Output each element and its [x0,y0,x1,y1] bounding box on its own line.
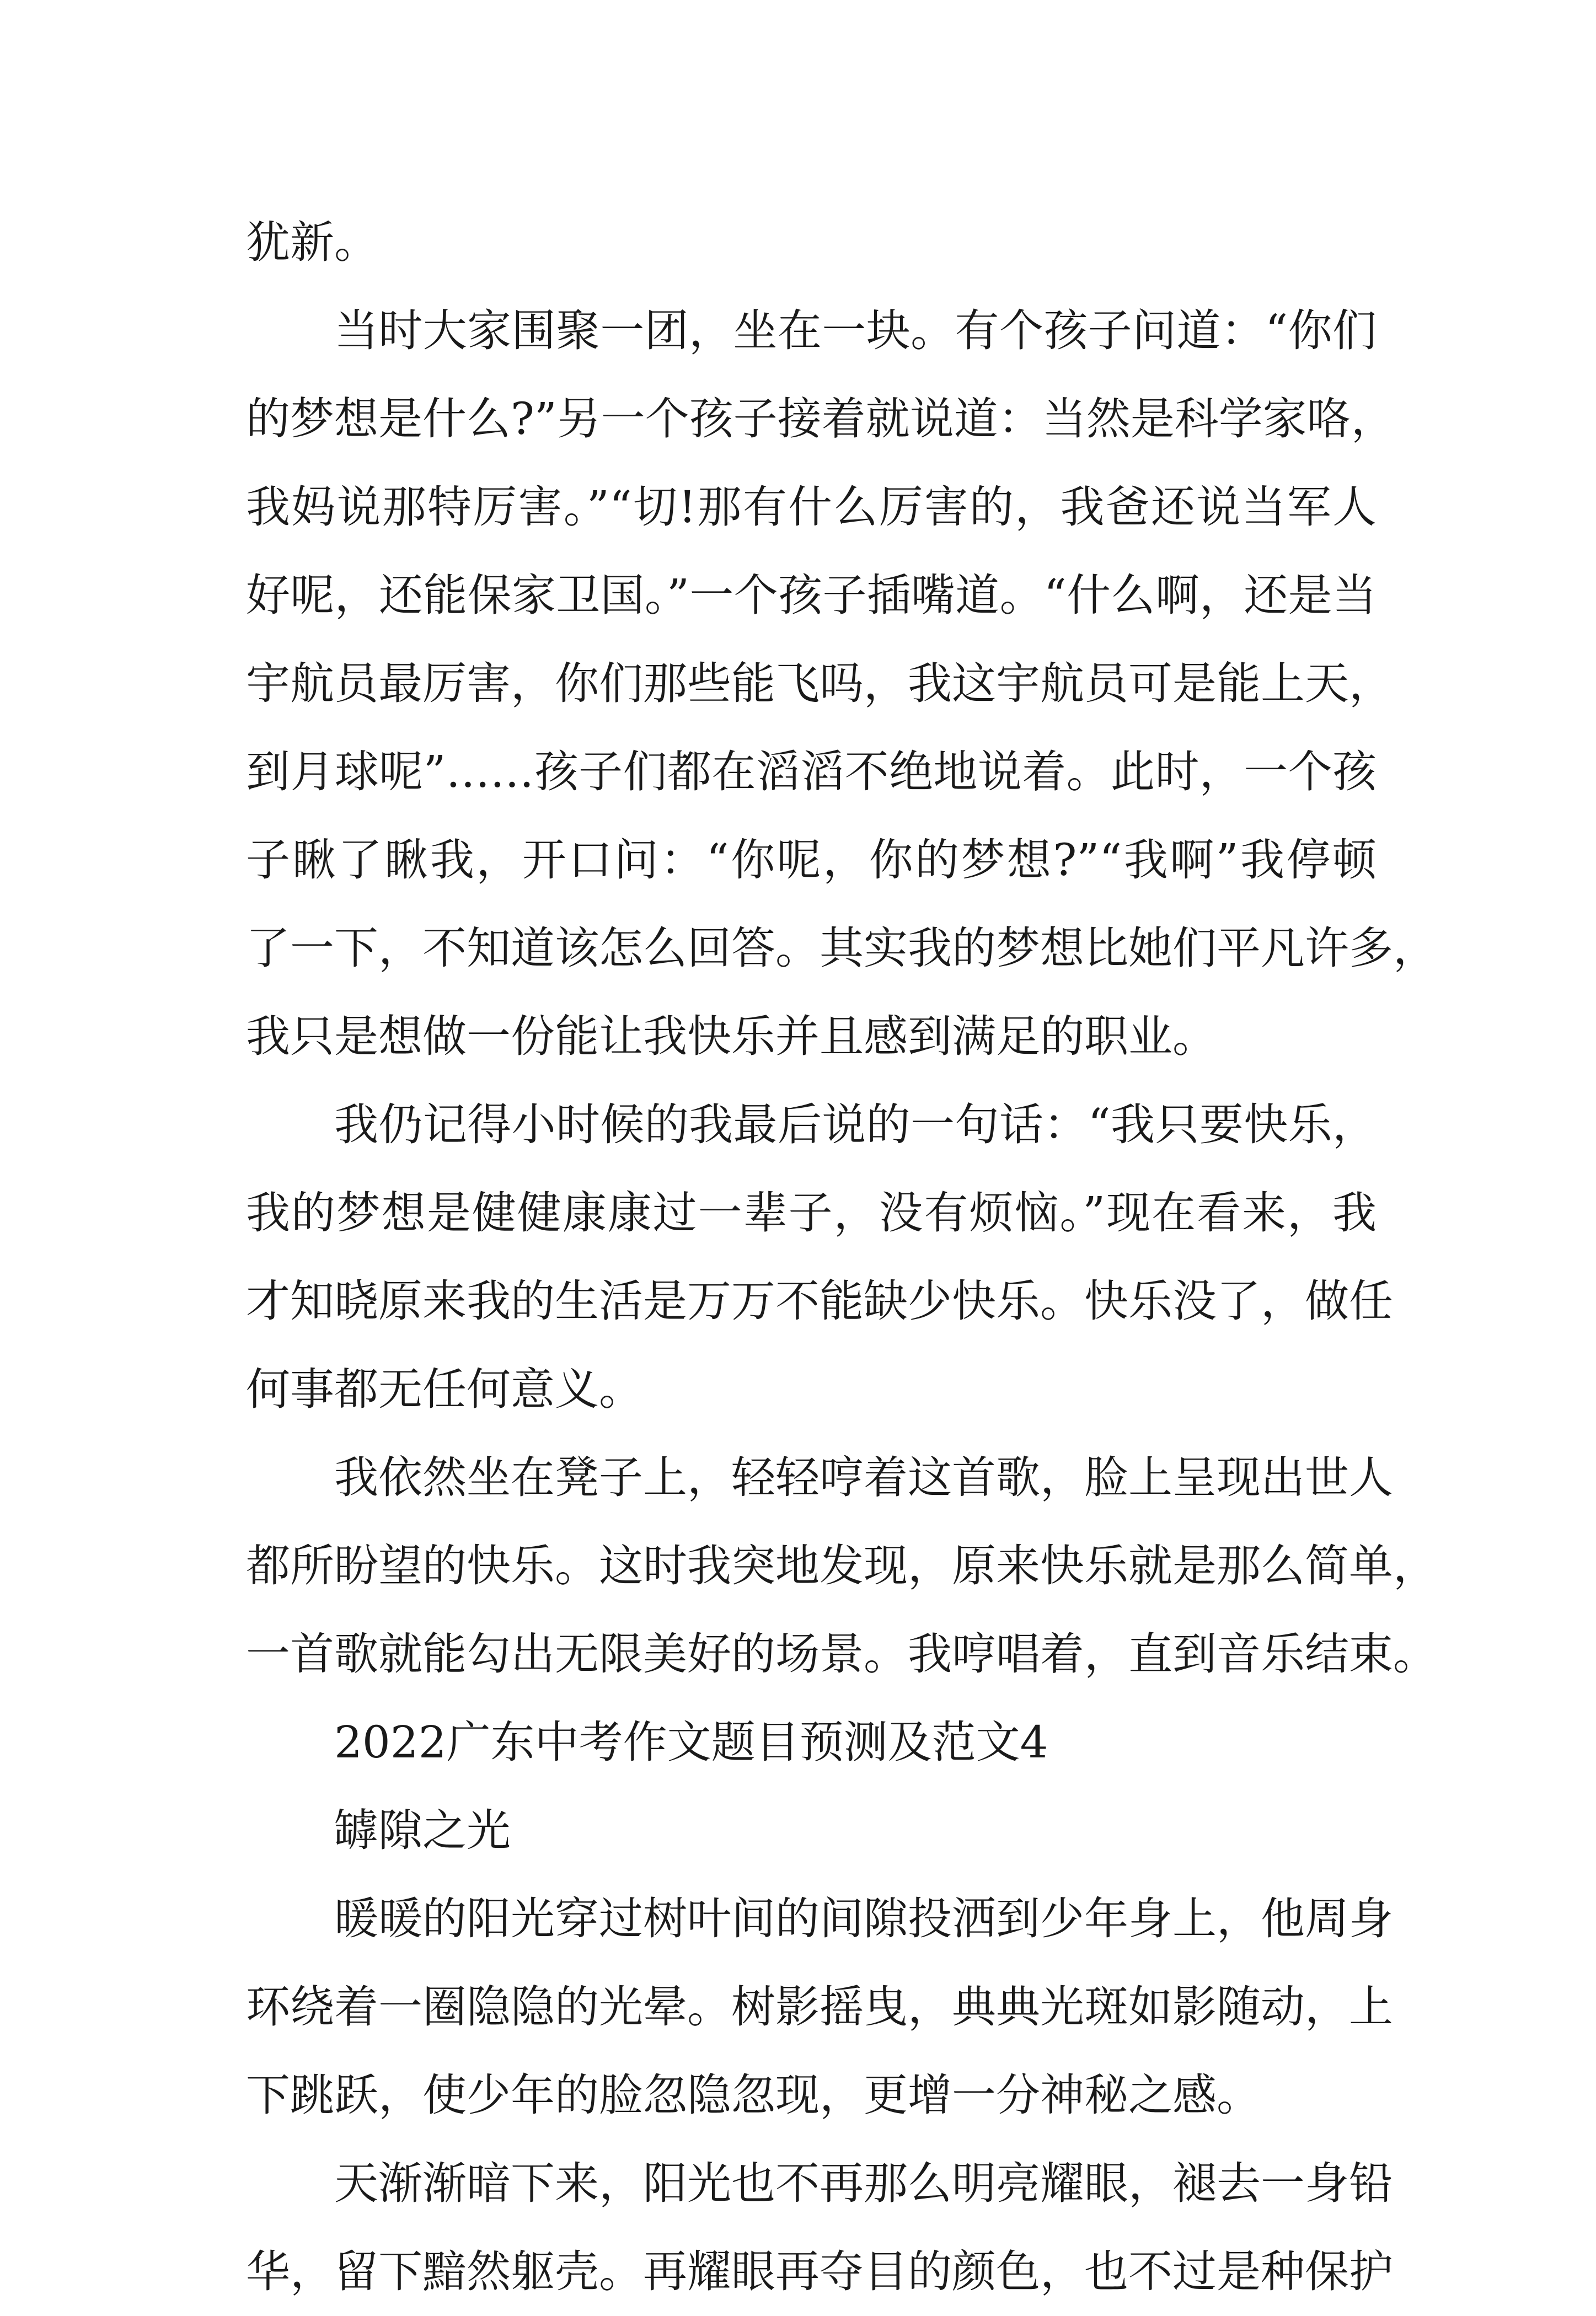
text-line: 华，留下黯然躯壳。再耀眼再夺目的颜色，也不过是种保护 [246,2246,1393,2297]
text-line: 一首歌就能勾出无限美好的场景。我哼唱着，直到音乐结束。 [246,1628,1437,1680]
text-line: 犹新。 [246,217,378,268]
text-line: 的梦想是什么?”另一个孩子接着就说道：当然是科学家咯， [246,393,1395,444]
text-line: 宇航员最厉害，你们那些能飞吗，我这宇航员可是能上天， [246,658,1393,709]
essay-title: 罅隙之光 [334,1805,511,1856]
text-line: 到月球呢”……孩子们都在滔滔不绝地说着。此时，一个孩 [246,746,1377,797]
text-line: 我妈说那特厉害。”“切!那有什么厉害的，我爸还说当军人 [246,481,1377,533]
essay-heading: 2022广东中考作文题目预测及范文4 [334,1717,1048,1768]
text-line: 我只是想做一份能让我快乐并且感到满足的职业。 [246,1011,1217,1062]
text-line: 才知晓原来我的生活是万万不能缺少快乐。快乐没了，做任 [246,1275,1393,1327]
paragraph-first-line: 天渐渐暗下来，阳光也不再那么明亮耀眼，褪去一身铅 [334,2158,1393,2209]
paragraph-first-line: 当时大家围聚一团，坐在一块。有个孩子问道：“你们 [334,305,1377,356]
paragraph-first-line: 我仍记得小时候的我最后说的一句话：“我只要快乐， [334,1099,1377,1150]
text-line: 环绕着一圈隐隐的光晕。树影摇曳，典典光斑如影随动，上 [246,1981,1393,2033]
text-line: 子瞅了瞅我，开口问：“你呢，你的梦想?”“我啊”我停顿 [246,834,1377,886]
paragraph-first-line: 暖暖的阳光穿过树叶间的间隙投洒到少年身上，他周身 [334,1893,1393,1944]
text-line: 何事都无任何意义。 [246,1364,643,1415]
text-line: 好呢，还能保家卫国。”一个孩子插嘴道。“什么啊，还是当 [246,570,1377,621]
document-body [246,199,1437,2316]
text-line: 了一下，不知道该怎么回答。其实我的梦想比她们平凡许多， [246,923,1437,974]
paragraph-first-line: 我依然坐在凳子上，轻轻哼着这首歌，脸上呈现出世人 [334,1452,1393,1503]
text-line: 下跳跃，使少年的脸忽隐忽现，更增一分神秘之感。 [246,2070,1261,2121]
text-line: 我的梦想是健健康康过一辈子，没有烦恼。”现在看来，我 [246,1187,1377,1239]
text-line: 都所盼望的快乐。这时我突地发现，原来快乐就是那么简单， [246,1540,1437,1591]
